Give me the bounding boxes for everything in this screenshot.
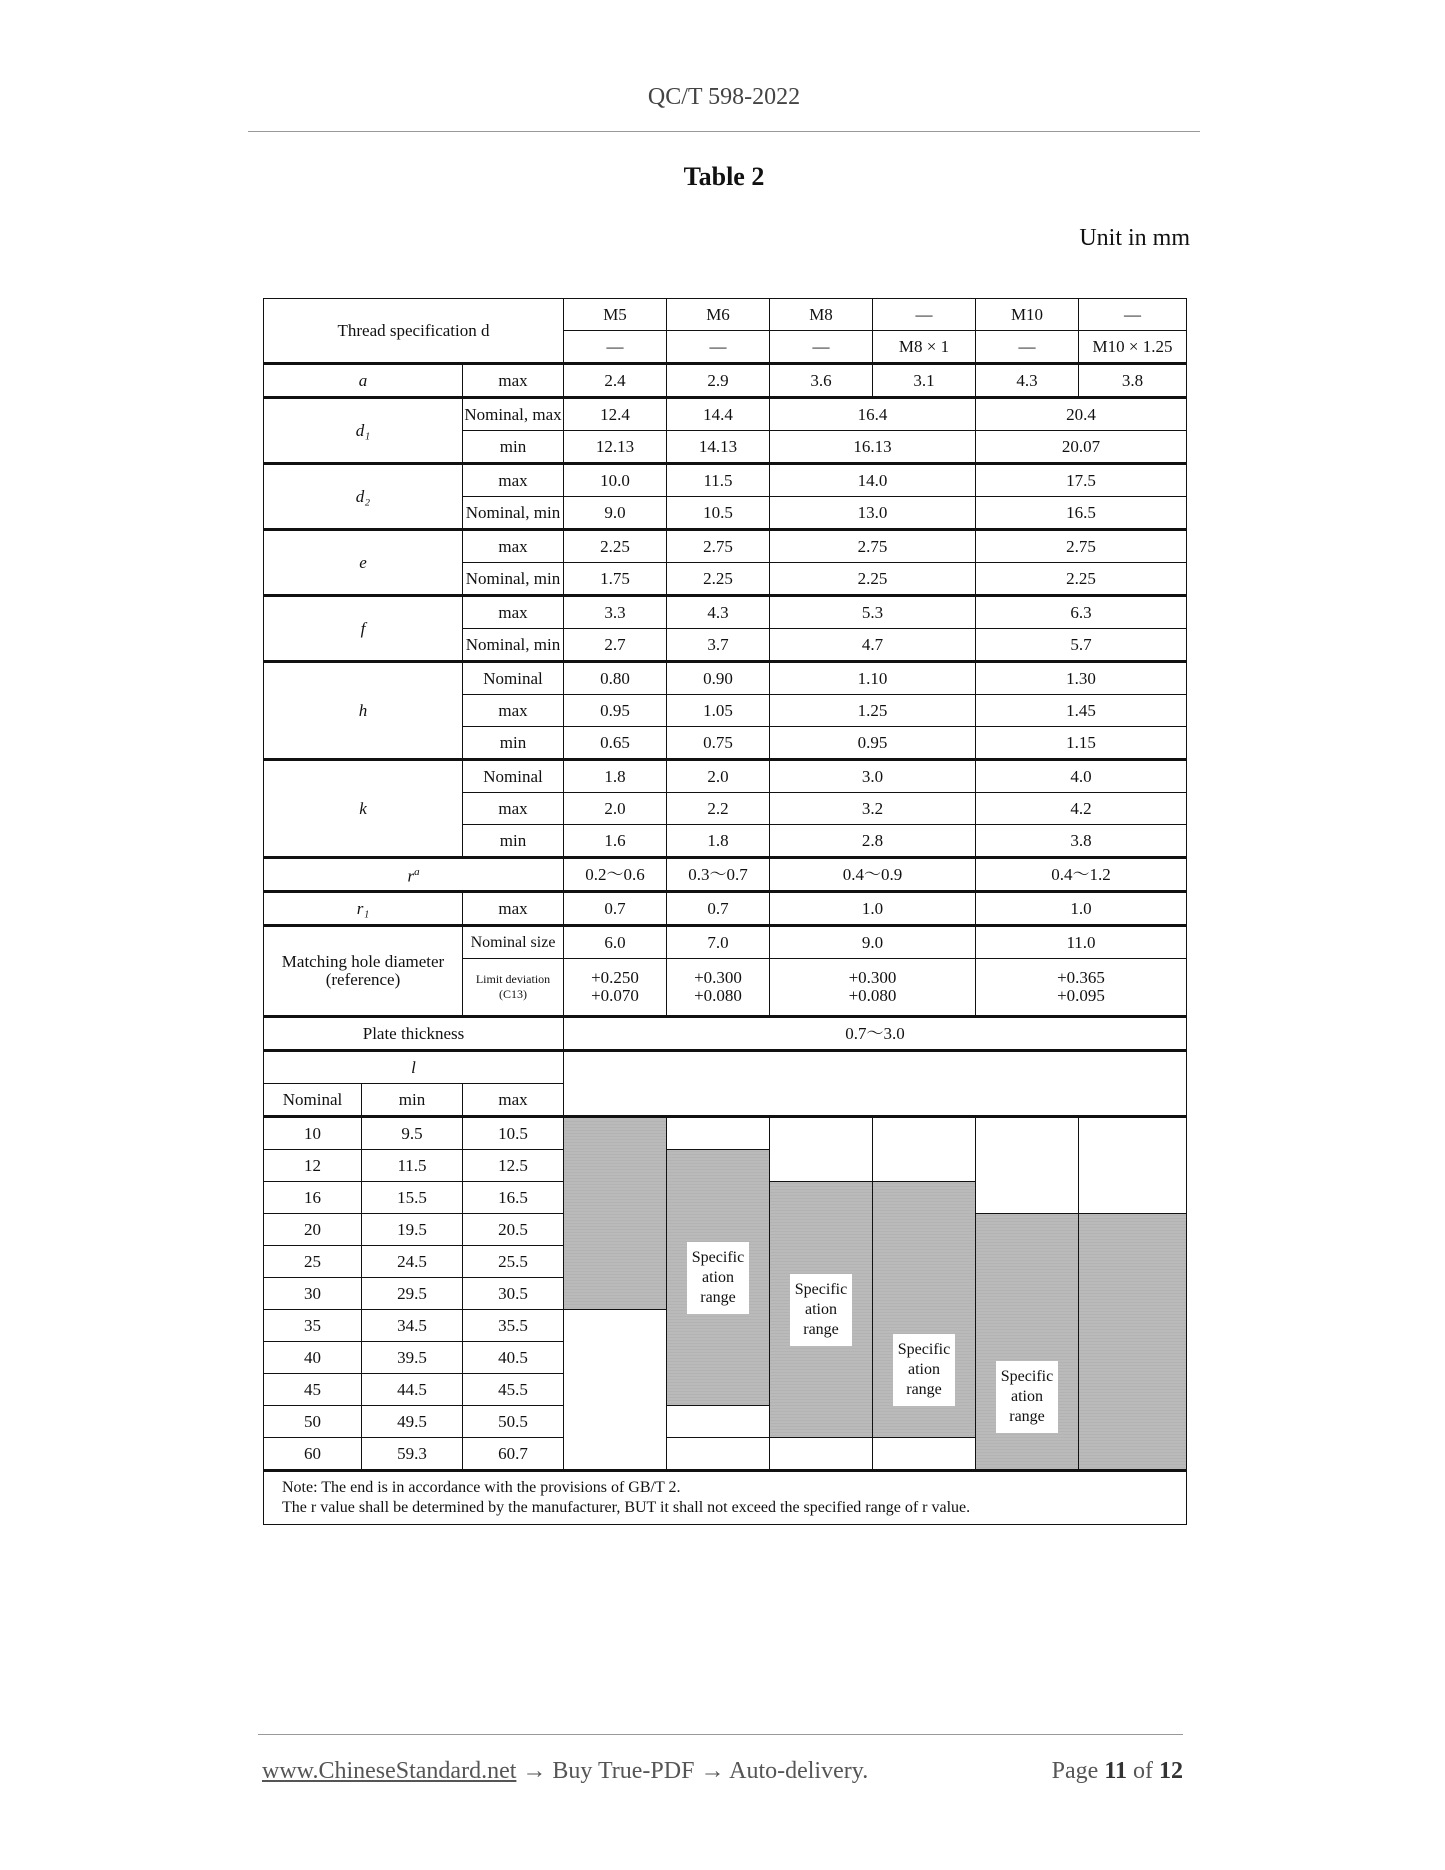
document-header: QC/T 598-2022 bbox=[647, 84, 801, 110]
footer-url[interactable]: www.ChineseStandard.net bbox=[262, 1758, 517, 1784]
value-cell: 6.0 bbox=[564, 926, 667, 959]
footer-text: → Buy True-PDF → Auto-delivery. bbox=[516, 1758, 869, 1784]
length-min: 59.3 bbox=[362, 1438, 463, 1471]
value-cell: 12.4 bbox=[564, 398, 667, 431]
table-note bbox=[264, 1471, 1187, 1525]
range-empty bbox=[667, 1438, 770, 1471]
value-cell: 1.0 bbox=[770, 892, 976, 926]
value-cell: 6.3 bbox=[976, 596, 1187, 629]
range-empty bbox=[1079, 1117, 1187, 1214]
value-cell: 2.25 bbox=[976, 563, 1187, 596]
row-sub-label: max bbox=[463, 695, 564, 727]
row-symbol-r: $r^a$ bbox=[264, 858, 564, 892]
row-symbol-r1: r₁ bbox=[264, 892, 463, 926]
value-cell: 14.13 bbox=[667, 431, 770, 464]
row-symbol-h: h bbox=[264, 662, 463, 760]
length-nominal: 60 bbox=[264, 1438, 362, 1471]
value-cell: 1.8 bbox=[564, 760, 667, 793]
value-cell: 11.5 bbox=[667, 464, 770, 497]
value-cell: 4.2 bbox=[976, 793, 1187, 825]
thread-cell: M8 bbox=[770, 299, 873, 331]
value-cell: 2.9 bbox=[667, 364, 770, 398]
range-label: Specific ation range bbox=[687, 1242, 749, 1314]
thread-cell: — bbox=[976, 331, 1079, 364]
thread-cell: M6 bbox=[667, 299, 770, 331]
value-cell: 1.30 bbox=[976, 662, 1187, 695]
value-cell: 16.13 bbox=[770, 431, 976, 464]
row-sub-label: max bbox=[463, 793, 564, 825]
value-cell: 3.8 bbox=[976, 825, 1187, 858]
length-min: 24.5 bbox=[362, 1246, 463, 1278]
table-title: Table 2 bbox=[683, 162, 765, 191]
length-min: 19.5 bbox=[362, 1214, 463, 1246]
value-cell: 2.7 bbox=[564, 629, 667, 662]
value-cell: 0.2～0.6 bbox=[564, 858, 667, 892]
page-number: Page 11 of 12 bbox=[1051, 1758, 1183, 1784]
deviation-cell: +0.300 +0.080 bbox=[667, 959, 770, 1017]
row-sub-label: Nominal, min bbox=[463, 497, 564, 530]
row-sub-label: Nominal, min bbox=[463, 629, 564, 662]
length-nominal: 45 bbox=[264, 1374, 362, 1406]
length-max: 50.5 bbox=[463, 1406, 564, 1438]
thread-cell: — bbox=[770, 331, 873, 364]
note-line: The r value shall be determined by the manufacturer, BUT it shall not exceed the specified range of r value. bbox=[282, 1499, 971, 1516]
value-cell: 2.25 bbox=[667, 563, 770, 596]
value-cell: 1.8 bbox=[667, 825, 770, 858]
thread-cell: — bbox=[873, 299, 976, 331]
value-cell: 3.0 bbox=[770, 760, 976, 793]
value-cell: 4.0 bbox=[976, 760, 1187, 793]
length-max: 16.5 bbox=[463, 1182, 564, 1214]
length-header-min: min bbox=[362, 1084, 463, 1117]
deviation-cell: +0.300 +0.080 bbox=[770, 959, 976, 1017]
value-cell: 17.5 bbox=[976, 464, 1187, 497]
range-m8 bbox=[770, 1182, 873, 1438]
value-cell: 2.75 bbox=[667, 530, 770, 563]
value-cell: 4.3 bbox=[976, 364, 1079, 398]
length-max: 12.5 bbox=[463, 1150, 564, 1182]
range-m10x125 bbox=[1079, 1214, 1187, 1471]
value-cell: 2.4 bbox=[564, 364, 667, 398]
range-m5 bbox=[564, 1117, 667, 1310]
value-cell: 0.7 bbox=[667, 892, 770, 926]
row-sub-label: Nominal, min bbox=[463, 563, 564, 596]
length-max: 45.5 bbox=[463, 1374, 564, 1406]
length-max: 30.5 bbox=[463, 1278, 564, 1310]
length-max: 35.5 bbox=[463, 1310, 564, 1342]
length-max: 60.7 bbox=[463, 1438, 564, 1471]
value-cell: 14.4 bbox=[667, 398, 770, 431]
length-min: 39.5 bbox=[362, 1342, 463, 1374]
value-cell: 1.45 bbox=[976, 695, 1187, 727]
row-symbol-f: f bbox=[264, 596, 463, 662]
footer-link[interactable] bbox=[262, 1758, 868, 1785]
thread-cell: M5 bbox=[564, 299, 667, 331]
length-nominal: 16 bbox=[264, 1182, 362, 1214]
value-cell: 2.25 bbox=[770, 563, 976, 596]
thread-cell: — bbox=[1079, 299, 1187, 331]
row-sub-label: max bbox=[463, 596, 564, 629]
row-sub-label: max bbox=[463, 464, 564, 497]
length-max: 20.5 bbox=[463, 1214, 564, 1246]
value-cell: 1.6 bbox=[564, 825, 667, 858]
range-m10 bbox=[976, 1214, 1079, 1471]
limit-deviation-label: Limit deviation (C13) bbox=[463, 959, 564, 1017]
row-sub-label: min bbox=[463, 431, 564, 464]
deviation-cell: +0.250 +0.070 bbox=[564, 959, 667, 1017]
value-cell: 9.0 bbox=[770, 926, 976, 959]
value-cell: 0.75 bbox=[667, 727, 770, 760]
row-sub-label: min bbox=[463, 727, 564, 760]
range-empty bbox=[564, 1310, 667, 1471]
value-cell: 12.13 bbox=[564, 431, 667, 464]
hole-diameter-label: Matching hole diameter (reference) bbox=[264, 926, 463, 1017]
length-header-max: max bbox=[463, 1084, 564, 1117]
length-symbol: l bbox=[264, 1051, 564, 1084]
value-cell: 3.7 bbox=[667, 629, 770, 662]
row-sub-label: min bbox=[463, 825, 564, 858]
value-cell: 10.0 bbox=[564, 464, 667, 497]
row-sub-label: Nominal, max bbox=[463, 398, 564, 431]
range-empty bbox=[770, 1117, 873, 1182]
deviation-cell: +0.365 +0.095 bbox=[976, 959, 1187, 1017]
row-sub-label: max bbox=[463, 364, 564, 398]
value-cell: 14.0 bbox=[770, 464, 976, 497]
footer-divider bbox=[258, 1734, 1183, 1735]
range-empty bbox=[667, 1117, 770, 1150]
value-cell: 16.5 bbox=[976, 497, 1187, 530]
value-cell: 20.07 bbox=[976, 431, 1187, 464]
value-cell: 0.90 bbox=[667, 662, 770, 695]
header-divider bbox=[248, 131, 1200, 132]
value-cell: 5.7 bbox=[976, 629, 1187, 662]
value-cell: 0.4～1.2 bbox=[976, 858, 1187, 892]
value-cell: 0.95 bbox=[770, 727, 976, 760]
value-cell: 13.0 bbox=[770, 497, 976, 530]
length-nominal: 12 bbox=[264, 1150, 362, 1182]
value-cell: 1.15 bbox=[976, 727, 1187, 760]
value-cell: 2.75 bbox=[770, 530, 976, 563]
length-nominal: 50 bbox=[264, 1406, 362, 1438]
value-cell: 2.0 bbox=[667, 760, 770, 793]
plate-thickness-label: Plate thickness bbox=[264, 1017, 564, 1051]
value-cell: 0.95 bbox=[564, 695, 667, 727]
range-m6 bbox=[667, 1150, 770, 1406]
row-symbol-d2: d₂ bbox=[264, 464, 463, 530]
thread-label: Thread specification d bbox=[264, 299, 564, 364]
thread-cell: — bbox=[564, 331, 667, 364]
range-label: Specific ation range bbox=[893, 1334, 955, 1406]
value-cell: 0.4～0.9 bbox=[770, 858, 976, 892]
value-cell: 11.0 bbox=[976, 926, 1187, 959]
row-sub-label: Nominal bbox=[463, 760, 564, 793]
length-max: 10.5 bbox=[463, 1117, 564, 1150]
value-cell: 3.6 bbox=[770, 364, 873, 398]
value-cell: 1.75 bbox=[564, 563, 667, 596]
length-nominal: 25 bbox=[264, 1246, 362, 1278]
unit-note: Unit in mm bbox=[1079, 225, 1190, 251]
value-cell: 3.3 bbox=[564, 596, 667, 629]
value-cell: 4.7 bbox=[770, 629, 976, 662]
thread-cell: — bbox=[667, 331, 770, 364]
value-cell: 2.75 bbox=[976, 530, 1187, 563]
length-max: 40.5 bbox=[463, 1342, 564, 1374]
value-cell: 3.2 bbox=[770, 793, 976, 825]
length-nominal: 35 bbox=[264, 1310, 362, 1342]
value-cell: 10.5 bbox=[667, 497, 770, 530]
value-cell: 9.0 bbox=[564, 497, 667, 530]
thread-cell: M10 bbox=[976, 299, 1079, 331]
thread-cell: M8 × 1 bbox=[873, 331, 976, 364]
row-symbol-a: a bbox=[264, 364, 463, 398]
length-min: 44.5 bbox=[362, 1374, 463, 1406]
value-cell: 1.05 bbox=[667, 695, 770, 727]
row-sub-label: max bbox=[463, 530, 564, 563]
value-cell: 2.0 bbox=[564, 793, 667, 825]
plate-thickness-value: 0.7～3.0 bbox=[564, 1017, 1187, 1051]
value-cell: 1.0 bbox=[976, 892, 1187, 926]
value-cell: 7.0 bbox=[667, 926, 770, 959]
value-cell: 0.3～0.7 bbox=[667, 858, 770, 892]
value-cell: 3.1 bbox=[873, 364, 976, 398]
row-sub-label: max bbox=[463, 892, 564, 926]
value-cell: 0.65 bbox=[564, 727, 667, 760]
length-nominal: 20 bbox=[264, 1214, 362, 1246]
range-empty bbox=[873, 1117, 976, 1182]
length-nominal: 10 bbox=[264, 1117, 362, 1150]
length-nominal: 40 bbox=[264, 1342, 362, 1374]
range-empty bbox=[976, 1117, 1079, 1214]
length-nominal: 30 bbox=[264, 1278, 362, 1310]
value-cell: 2.8 bbox=[770, 825, 976, 858]
range-m8x1 bbox=[873, 1182, 976, 1438]
value-cell: 4.3 bbox=[667, 596, 770, 629]
length-min: 11.5 bbox=[362, 1150, 463, 1182]
value-cell: 16.4 bbox=[770, 398, 976, 431]
thread-cell: M10 × 1.25 bbox=[1079, 331, 1187, 364]
value-cell: 2.2 bbox=[667, 793, 770, 825]
length-min: 34.5 bbox=[362, 1310, 463, 1342]
row-sub-label: Nominal bbox=[463, 662, 564, 695]
length-min: 49.5 bbox=[362, 1406, 463, 1438]
length-header-nominal: Nominal bbox=[264, 1084, 362, 1117]
value-cell: 3.8 bbox=[1079, 364, 1187, 398]
row-sub-label: Nominal size bbox=[463, 926, 564, 959]
range-label: Specific ation range bbox=[790, 1274, 852, 1346]
value-cell: 2.25 bbox=[564, 530, 667, 563]
length-min: 9.5 bbox=[362, 1117, 463, 1150]
range-empty bbox=[770, 1438, 873, 1471]
length-max: 25.5 bbox=[463, 1246, 564, 1278]
length-blank-area bbox=[564, 1051, 1187, 1117]
range-label: Specific ation range bbox=[996, 1361, 1058, 1433]
row-symbol-k: k bbox=[264, 760, 463, 858]
row-symbol-d1: d₁ bbox=[264, 398, 463, 464]
value-cell: 1.25 bbox=[770, 695, 976, 727]
value-cell: 0.7 bbox=[564, 892, 667, 926]
row-symbol-e: e bbox=[264, 530, 463, 596]
length-min: 29.5 bbox=[362, 1278, 463, 1310]
length-min: 15.5 bbox=[362, 1182, 463, 1214]
value-cell: 5.3 bbox=[770, 596, 976, 629]
value-cell: 20.4 bbox=[976, 398, 1187, 431]
note-line: Note: The end is in accordance with the provisions of GB/T 2. bbox=[282, 1479, 681, 1496]
value-cell: 1.10 bbox=[770, 662, 976, 695]
value-cell: 0.80 bbox=[564, 662, 667, 695]
specification-table bbox=[263, 298, 1187, 1525]
